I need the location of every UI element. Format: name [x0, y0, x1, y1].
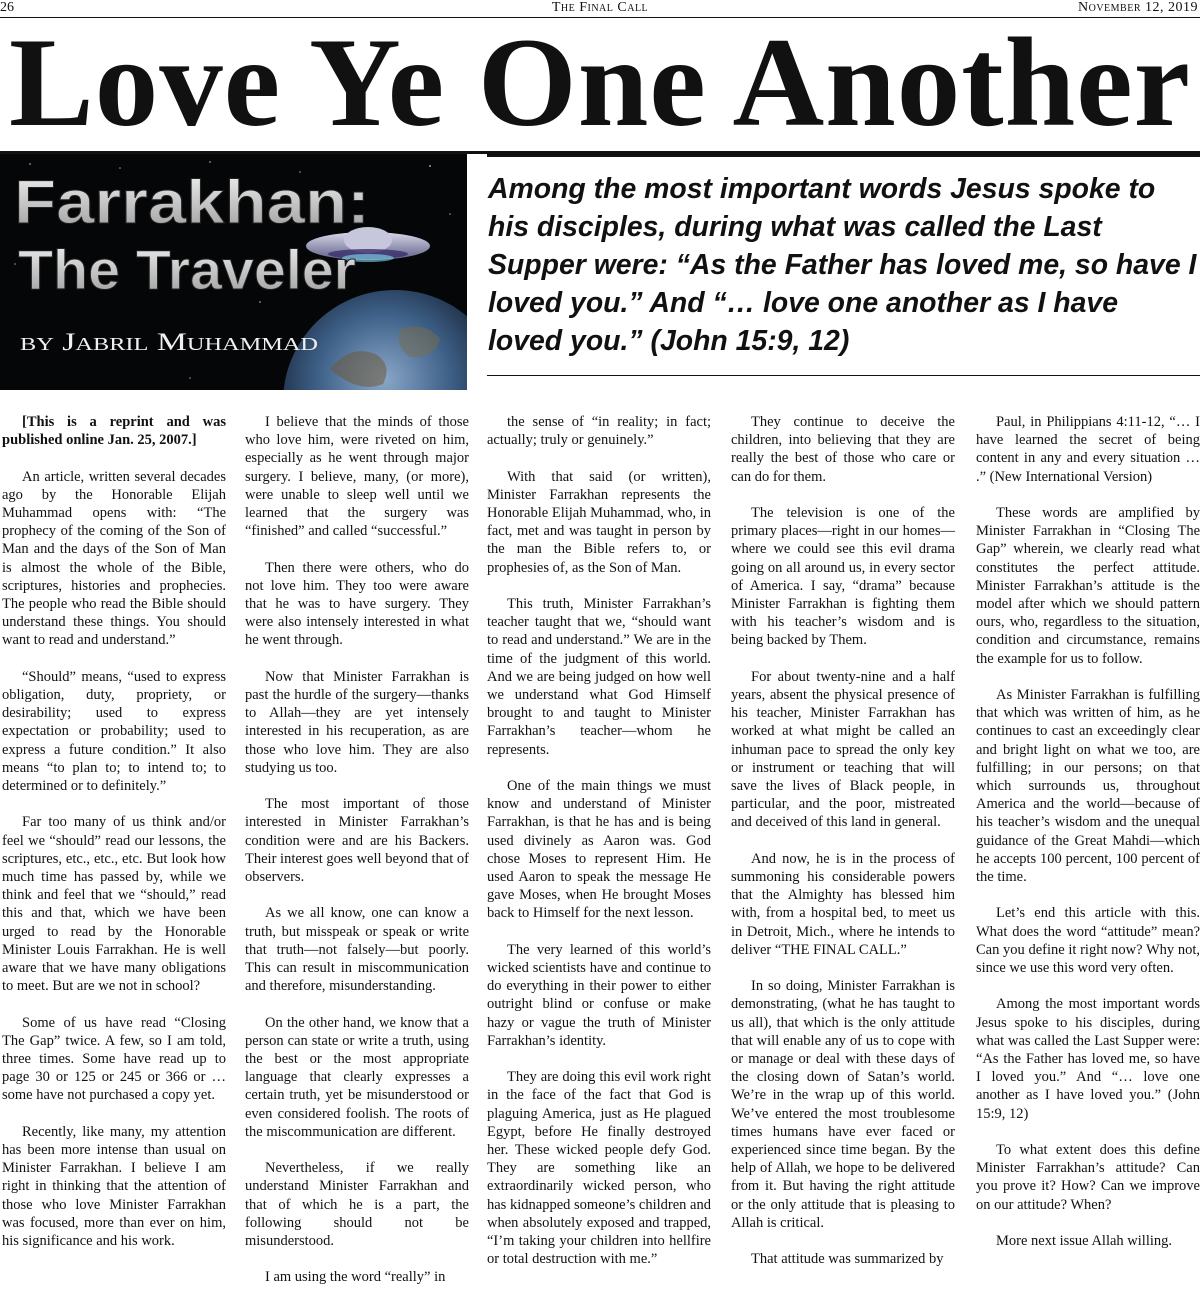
article-paragraph: For about twenty-nine and a half years, absent the physical presence of his teacher, Minister Farrakhan has worked at what might be called an inhuman pace to spread the only key or instrument or teaching that will save the lives of Black people, in particular, and the poor, mistreated and deceived of this land in general. — [731, 668, 955, 831]
article-column-4 — [731, 413, 955, 1287]
dek-text: Among the most important words Jesus spoke to his disciples, during what was called the Last Supper were: “As the Father has loved me, so have I loved you.” And “… love one another as I have loved you.” (John 15:9, 12) — [488, 173, 1197, 357]
article-paragraph: The very learned of this world’s wicked scientists have and continue to do everything in their power to either outright blind or confuse or make hazy or vague the truth of Minister Farrakhan’s identity. — [487, 941, 711, 1049]
headline: Love Ye One Another — [9, 13, 1191, 153]
issue-date: November 12, 2019 — [1077, 0, 1198, 15]
article-paragraph: One of the main things we must know and understand of Minister Farrakhan, is that he has and is being used divinely as Aaron was. God chose Moses to represent Him. He used Aaron to speak the message He gave Moses, when He brought Moses back to Himself for the next lesson. — [487, 778, 711, 922]
article-paragraph: These words are amplified by Minister Farrakhan in “Closing The Gap” wherein, we clearly read what constitutes the perfect attitude. Minister Farrakhan’s attitude is the model after which we should pattern ours, who, regardless to the situation, condition and circumstance, remains the example for us to follow. — [976, 505, 1200, 667]
reprint-note: [This is a reprint and was published online Jan. 25, 2007.] — [2, 414, 226, 449]
article-paragraph: the sense of “in reality; in fact; actually; truly or genuinely.” — [487, 414, 711, 449]
article-paragraph: “Should” means, “used to express obligation, duty, propriety, or desirability; used to express expectation or probability; used to express a future condition.” It also means “to plan to; to intend to; to determined or to definitely.” — [2, 668, 226, 795]
dek-bottom-rule — [487, 375, 1200, 376]
article-paragraph: That attitude was summarized by — [751, 1251, 944, 1268]
article-paragraph: More next issue Allah willing. — [996, 1233, 1172, 1250]
banner-title-2: The Traveler — [18, 238, 356, 301]
article-paragraph: As we all know, one can know a truth, but misspeak or speak or write that truth—not falsely—but poorly. This can result in miscommunication and therefore, misunderstanding. — [245, 905, 469, 995]
article-paragraph: Then there were others, who do not love him. They too were aware that he was to have surgery. They were also intensely interested in what he went through. — [245, 559, 469, 649]
article-paragraph: The television is one of the primary places—right in our homes—where we could see this evil drama going on all around us, in every sector of America. I say, “drama” because Minister Farrakhan is fighting them with his teacher’s wisdom and is being backed by Them. — [731, 505, 955, 649]
article-column-3 — [487, 413, 711, 1287]
article-paragraph: They continue to deceive the children, into believing that they are really the best of those who care or can do for them. — [731, 414, 955, 485]
article-paragraph: In so doing, Minister Farrakhan is demonstrating, (what he has taught to us all), that which is the only attitude that will enable any of us to cope with or manage or deal with these days of the closing down of Satan’s world. We’re in the wrap up of this world. We’ve entered the most troublesome times humans have ever faced or experienced since time began. By the help of Allah, we hope to be delivered from it. But having the right attitude or the only attitude that is pleasing to Allah is critical. — [731, 978, 955, 1231]
article-paragraph: Paul, in Philippians 4:11-12, “… I have learned the secret of being content in any and every situation … .” (New International Version) — [976, 414, 1200, 485]
column-banner — [0, 154, 467, 390]
article-paragraph: This truth, Minister Farrakhan’s teacher taught that we, “should want to read and understand.” We are in the time of the judgment of this world. And we are being judged on how well we understand what God Himself brought to and taught to Minister Farrakhan’s teacher—whom he represents. — [487, 596, 711, 758]
banner-title-1: Farrakhan: — [14, 168, 370, 236]
publication-name: The Final Call — [551, 0, 649, 15]
article-paragraph: And now, he is in the process of summoning his considerable powers that the Almighty has blessed him with, from a hospital bed, to meet us in Detroit, Mich., where he intends to deliver “THE FINAL CALL.” — [731, 850, 955, 958]
article-paragraph: They are doing this evil work right in the face of the fact that God is plaguing America, just as He plagued Egypt, before He finally destroyed her. These wicked people defy God. They are something like an extraordinarily wicked person, who has kidnapped someone’s children and when absolutely exposed and trapped, “I’m taking your children into hellfire or total destruction with me.” — [487, 1069, 711, 1268]
article-paragraph: Some of us have read “Closing The Gap” twice. A few, so I am told, three times. Some have read up to page 30 or 125 or 245 or 366 or … some have not purchased a copy yet. — [2, 1014, 226, 1104]
article-paragraph: Let’s end this article with this. What does the word “attitude” mean? Can you define it right now? Why not, since we use this word very often. — [976, 905, 1200, 977]
article-paragraph: As Minister Farrakhan is fulfilling that which was written of him, as he continues to cast an exceedingly clear and bright light on what we too, are fulfilling; in our persons; on that which surrounds us, throughout America and the world—because of his teacher’s wisdom and the unequal guidance of the Great Mahdi—which he accepts 100 percent, 100 percent of the time. — [976, 687, 1200, 886]
article-paragraph: An article, written several decades ago by the Honorable Elijah Muhammad opens with: “The prophecy of the coming of the Son of Man and the days of the Son of Man is almost the whole of the Bible, scriptures, histories and prophecies. The people who read the Bible should understand these things. You should want to read and understand.” — [2, 468, 226, 649]
dek-top-rule — [487, 154, 1200, 157]
article-paragraph: Among the most important words Jesus spoke to his disciples, during what was called the Last Supper were: “As the Father has loved me, so have I loved you.” And “… love one another as I have loved you.” (John 15:9, 12) — [976, 996, 1200, 1122]
article-paragraph: Far too many of us think and/or feel we “should” read our lessons, the scriptures, etc., etc., etc. But look how much time has passed by, while we think and feel that we “should,” read this and that, which we have been urged to read by the Honorable Minister Louis Farrakhan. He is well aware that we have many obligations to meet. But are we not in school? — [2, 814, 226, 995]
article-column-2 — [245, 413, 469, 1305]
page-number: 26 — [0, 0, 14, 15]
article-paragraph: Nevertheless, if we really understand Minister Farrakhan and that of which he is a part, the following should not be misunderstood. — [245, 1160, 469, 1250]
article-column-5 — [976, 413, 1200, 1268]
article-paragraph: To what extent does this define Minister Farrakhan’s attitude? Can you prove it? How? Can we improve on our attitude? When? — [976, 1142, 1200, 1213]
article-column-1 — [2, 413, 226, 1268]
article-paragraph: The most important of those interested in Minister Farrakhan’s condition were and are his Backers. Their interest goes well beyond that of observers. — [245, 796, 469, 886]
article-paragraph: On the other hand, we know that a person can state or write a truth, using the best or the most appropriate language that clearly expresses a certain truth, yet be misunderstood or even considered foolish. The roots of the miscommunication are different. — [245, 1014, 469, 1140]
article-paragraph: With that said (or written), Minister Farrakhan represents the Honorable Elijah Muhammad, who, in fact, met and was taught in person by the man the Bible refers to, or prophesies of, as the Son of Man. — [487, 468, 711, 576]
article-paragraph: Recently, like many, my attention has been more intense than usual on Minister Farrakhan. I believe I am right in thinking that the attention of those who love Minister Farrakhan was focused, more than ever on him, his significance and his work. — [2, 1123, 226, 1250]
article-paragraph: I believe that the minds of those who love him, were riveted on him, especially as he went through major surgery. I believe, many, (or more), were unable to sleep well until we learned that the surgery was “finished” and called “successful.” — [245, 414, 469, 540]
article-paragraph: I am using the word “really” in — [265, 1269, 446, 1286]
banner-byline: by Jabril Muhammad — [20, 329, 318, 356]
article-paragraph: Now that Minister Farrakhan is past the hurdle of the surgery—thanks to Allah—they are yet intensely interested in his recuperation, as are those who love him. They are also studying us too. — [245, 668, 469, 776]
